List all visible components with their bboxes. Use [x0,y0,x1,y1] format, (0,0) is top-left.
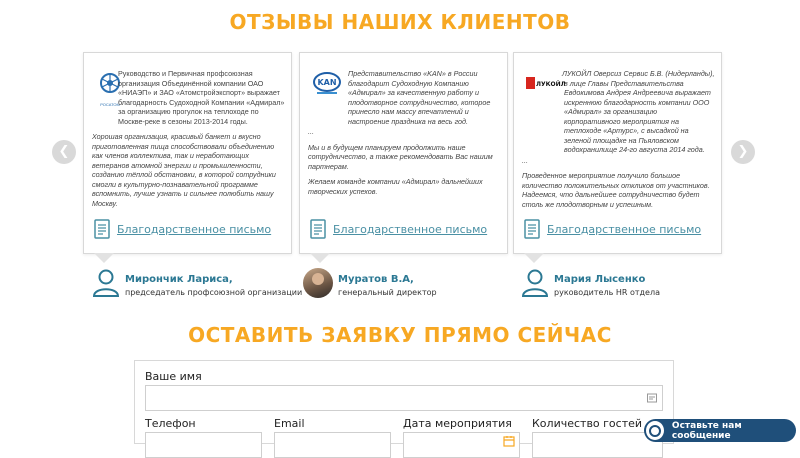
logo-caption: KAN [317,78,337,87]
author-role: председатель профсоюзной организации [125,287,303,297]
email-label: Email [274,417,305,430]
review-card [83,52,292,254]
chat-widget-button[interactable] [644,419,796,442]
reviews-title: ОТЗЫВЫ НАШИХ КЛИЕНТОВ [229,10,571,34]
calendar-icon[interactable] [503,435,515,447]
review-body: Хорошая организация, красивый банкет и вкусно приготовленная пища способствовали объединению как членов коллектива, так и неработающих ветеранов атомной энергии и промышленности, созданию тёплой обстановки, в которой сотрудники смогли в культурно-познавательной программе вспомнить, лучше узнать и сильнее полюбить нашу Москву. [92,132,276,208]
review-intro: ЛУКОЙЛ Оверсиз Сервис Б.В. (Нидерланды), в лице Главы Представительства Евдокимова Андрея Андреевича выражает искреннюю благодарность компании ООО «Адмирал» за организацию корпоративного мероприятия на теплоходе «Артурс», с высадкой на зеленой площадке на Пьяловском водохранилище 24-го августа 2014 года. [562,69,715,154]
logo-caption: ЛУКОЙЛ [536,81,566,88]
author-name: Мирончик Лариса, [125,273,233,285]
review-intro: Руководство и Первичная профсоюзная организация Объединённой компании ОАО «НИАЭП» и ЗАО «Атомстройэкспорт» выражает благодарность Судоходной Компании «Адмирал» за организацию прогулок на теплоходе по Москве-реке в сезоны 2013-2014 годы. [118,69,285,126]
thank-you-letter-link[interactable] [310,219,487,239]
review-author [521,268,660,298]
review-body: Проведенное мероприятие получило большое количество положительных откликов от участников. Надеемся, что дальнейшее сотрудничество будет столь же плодотворным и успешным. [522,171,710,209]
phone-input[interactable] [145,432,262,458]
document-icon [310,219,326,239]
letter-link-label[interactable]: Благодарственное письмо [547,222,702,236]
phone-label: Телефон [145,417,196,430]
review-dots: ... [522,155,528,165]
chat-bubble-icon [646,421,664,440]
review-body: Мы и в будущем планируем продолжить наше сотрудничество, а также рекомендовать Вас нашим партнерам. [308,142,493,171]
author-name: Муратов В.А, [338,273,414,285]
prev-arrow-button[interactable]: ❮ [52,140,76,164]
letter-link-label[interactable]: Благодарственное письмо [117,222,272,236]
guests-label: Количество гостей [532,417,643,430]
date-label: Дата мероприятия [403,417,512,430]
name-input[interactable] [145,385,663,411]
request-title: ОСТАВИТЬ ЗАЯВКУ ПРЯМО СЕЙЧАС [188,323,612,347]
review-author [305,268,437,298]
request-form [134,360,674,444]
document-icon [524,219,540,239]
user-icon [521,268,549,298]
thank-you-letter-link[interactable] [524,219,701,239]
review-body-2: Желаем команде компании «Адмирал» дальнейших творческих успехов. [308,177,483,196]
lukoil-logo-icon [526,77,566,96]
review-card [299,52,508,254]
review-intro: Представительство «KAN» в России благодарит Судоходную Компанию «Адмирал» за качественную работу и плодотворное сотрудничество, которое принесло нам массу впечатлений и настроение праздника на весь год. [348,69,491,126]
name-label: Ваше имя [145,370,202,383]
avatar [303,268,333,298]
thank-you-letter-link[interactable] [94,219,271,239]
document-icon [94,219,110,239]
letter-link-label[interactable]: Благодарственное письмо [333,222,488,236]
guests-input[interactable] [532,432,663,458]
author-role: руководитель HR отдела [554,287,660,297]
review-author [92,268,302,298]
date-input[interactable] [403,432,520,458]
kan-logo-icon [312,71,340,102]
author-name: Мария Лысенко [554,273,646,285]
next-arrow-button[interactable]: ❯ [731,140,755,164]
chat-widget-label: Оставьте нам сообщение [671,420,742,441]
contact-card-icon [647,393,657,403]
review-dots: ... [308,127,314,136]
author-role: генеральный директор [338,287,437,297]
user-icon [92,268,120,298]
email-input[interactable] [274,432,391,458]
review-card [513,52,722,254]
logo-caption: РОСАТОМ [100,102,120,107]
